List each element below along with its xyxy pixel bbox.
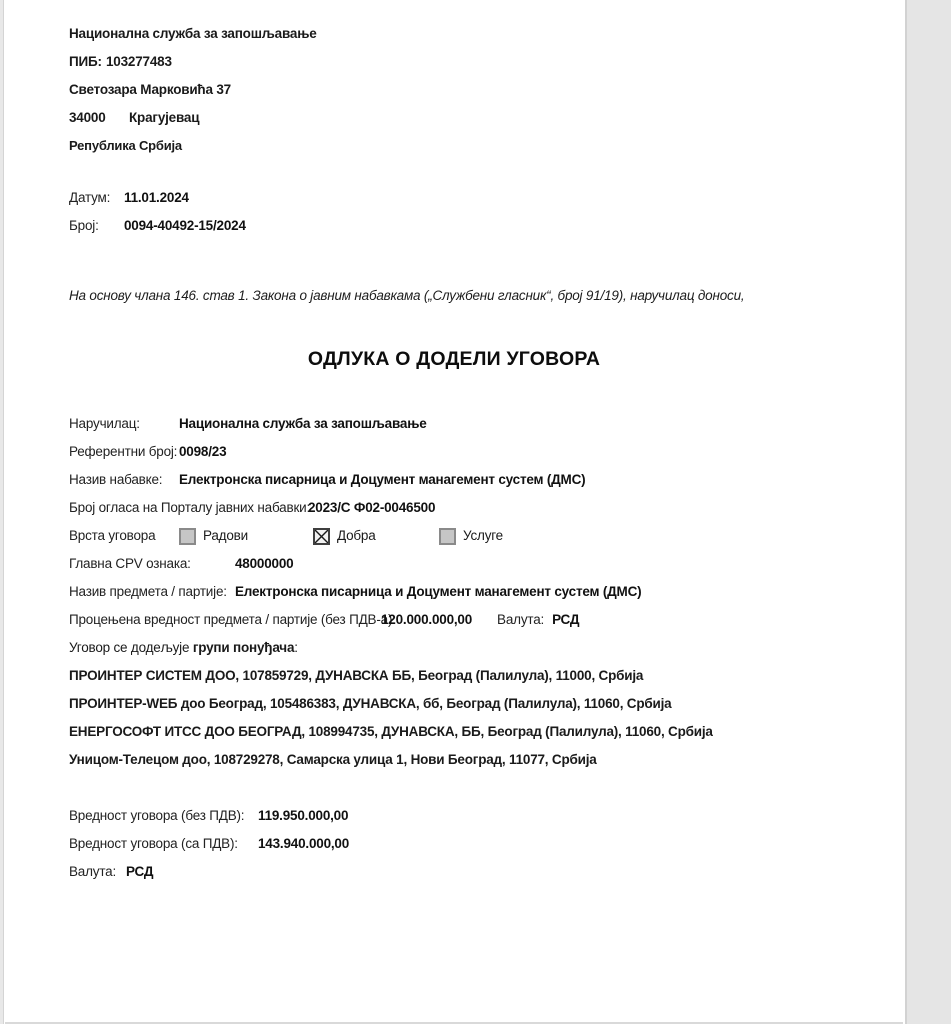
contract-type-option-goods	[313, 522, 439, 550]
page-left-margin-strip	[0, 0, 4, 1024]
procurement-details	[69, 410, 839, 774]
client-value: Национална служба за запошљавање	[179, 416, 427, 431]
field-row-contract-type	[69, 522, 839, 550]
company-row: ПРОИНТЕР-WEБ доо Београд, 105486383, ДУНАВСКА, бб, Београд (Палилула), 11060, Србија	[69, 696, 672, 711]
org-name: Национална служба за запошљавање	[69, 26, 317, 41]
date-label: Датум:	[69, 190, 111, 205]
street-address: Светозара Марковића 37	[69, 82, 231, 97]
field-row-notice-number	[69, 494, 839, 522]
client-label: Наручилац:	[69, 416, 140, 431]
value-excl-vat-value: 119.950.000,00	[258, 808, 349, 823]
contract-type-services-label: Услуге	[463, 528, 503, 543]
currency-row	[69, 858, 839, 886]
cpv-value: 48000000	[235, 556, 294, 571]
field-row-reference	[69, 438, 839, 466]
award-intro-bold: групи понуђача	[192, 640, 295, 655]
value-excl-vat-label: Вредност уговора (без ПДВ):	[69, 808, 245, 823]
value-incl-vat-value: 143.940.000,00	[258, 836, 350, 851]
field-row-subject	[69, 578, 839, 606]
currency-label: Валута:	[497, 612, 545, 627]
legal-basis-text: На основу члана 146. став 1. Закона о јавним набавкама („Службени гласник“, број 91/19), наручилац доноси,	[69, 288, 745, 303]
reference-label: Референтни број:	[69, 444, 178, 459]
city: Крагујевац	[129, 110, 200, 125]
document-page	[5, 0, 903, 1024]
pib-row	[69, 48, 839, 76]
number-value: 0094-40492-15/2024	[124, 218, 246, 233]
contract-type-label: Врста уговора	[69, 528, 156, 543]
checkbox-checked-icon	[313, 528, 330, 545]
country: Република Србија	[69, 138, 182, 153]
reference-value: 0098/23	[179, 444, 227, 459]
estimated-value: 120.000.000,00	[381, 612, 473, 627]
notice-number-value: 2023/С Ф02-0046500	[308, 500, 436, 515]
date-value: 11.01.2024	[124, 190, 189, 205]
contract-type-works-label: Радови	[203, 528, 248, 543]
page-title: ОДЛУКА О ДОДЕЛИ УГОВОРА	[307, 348, 601, 370]
number-row	[69, 212, 839, 240]
contract-totals	[69, 802, 839, 886]
field-row-estimated-value	[69, 606, 839, 634]
contract-type-option-works	[179, 522, 313, 550]
postal-city-row	[69, 104, 839, 132]
checkbox-unchecked-icon	[439, 528, 456, 545]
value-incl-vat-row	[69, 830, 839, 858]
subject-value: Електронска писарница и Доцумент манагемент сустем (ДМС)	[235, 584, 642, 599]
award-intro-row	[69, 634, 839, 662]
procurement-name-label: Назив набавке:	[69, 472, 163, 487]
number-label: Број:	[69, 218, 99, 233]
award-intro-text: Уговор се додељује групи понуђача:	[69, 640, 298, 655]
company-row: ПРОИНТЕР СИСТЕМ ДОО, 107859729, ДУНАВСКА ББ, Београд (Палилула), 11000, Србија	[69, 668, 644, 683]
checkbox-unchecked-icon	[179, 528, 196, 545]
contract-type-goods-label: Добра	[337, 528, 376, 543]
document-meta	[69, 184, 839, 240]
totals-currency-label: Валута:	[69, 864, 117, 879]
company-row: Уницом-Телецом доо, 108729278, Самарска улица 1, Нови Београд, 11077, Србија	[69, 752, 597, 767]
pib-label: ПИБ:	[69, 54, 102, 69]
date-row	[69, 184, 839, 212]
cpv-label: Главна CPV ознака:	[69, 556, 191, 571]
page-right-margin-strip	[905, 0, 951, 1024]
value-excl-vat-row	[69, 802, 839, 830]
pib-value: 103277483	[106, 54, 172, 69]
field-row-procurement-name	[69, 466, 839, 494]
currency-value: РСД	[552, 612, 580, 627]
postal-code: 34000	[69, 110, 106, 125]
field-row-client	[69, 410, 839, 438]
awarded-companies-list	[69, 662, 839, 774]
document-header	[69, 20, 839, 160]
procurement-name-value: Електронска писарница и Доцумент манагемент сустем (ДМС)	[179, 472, 586, 487]
field-row-cpv	[69, 550, 839, 578]
estimated-value-label: Процењена вредност предмета / партије (без ПДВ-а):	[69, 612, 396, 627]
subject-label: Назив предмета / партије:	[69, 584, 227, 599]
value-incl-vat-label: Вредност уговора (са ПДВ):	[69, 836, 238, 851]
contract-type-option-services	[439, 522, 503, 550]
notice-number-label: Број огласа на Порталу јавних набавки:	[69, 500, 311, 515]
company-row: ЕНЕРГОСОФТ ИТСС ДОО БЕОГРАД, 108994735, ДУНАВСКА, ББ, Београд (Палилула), 11060, Србија	[69, 724, 713, 739]
totals-currency-value: РСД	[126, 864, 154, 879]
